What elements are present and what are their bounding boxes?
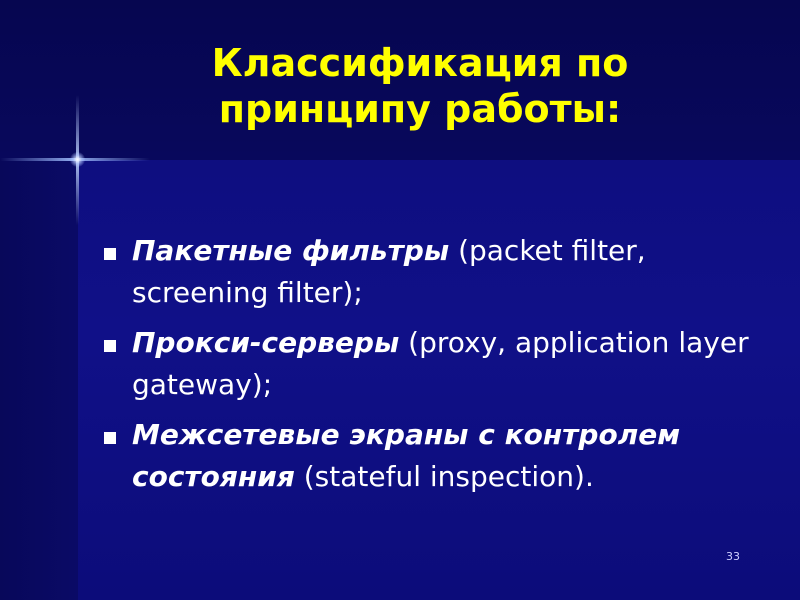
bullet-term: Пакетные фильтры xyxy=(132,234,450,267)
slide-title-line-1: Классификация по xyxy=(211,41,629,85)
bullet-description: (packet filter, screening filter); xyxy=(132,234,646,309)
bullet-description: (stateful inspection). xyxy=(303,460,594,493)
bullet-item-packet-filters xyxy=(100,230,760,314)
bullet-list xyxy=(100,230,760,506)
square-bullet-icon xyxy=(104,432,116,444)
square-bullet-icon xyxy=(104,248,116,260)
sparkle-star-icon xyxy=(70,152,85,167)
bullet-term: Межсетевые экраны с контролем состояния xyxy=(132,418,681,493)
slide-title xyxy=(110,40,730,132)
bullet-term: Прокси-серверы xyxy=(132,326,400,359)
bullet-item-proxy-servers xyxy=(100,322,760,406)
bullet-description: (proxy, application layer gateway); xyxy=(132,326,749,401)
bullet-item-stateful-firewalls xyxy=(100,414,760,498)
slide-title-line-2: принципу работы: xyxy=(218,87,622,131)
square-bullet-icon xyxy=(104,340,116,352)
page-number: 33 xyxy=(726,550,740,563)
